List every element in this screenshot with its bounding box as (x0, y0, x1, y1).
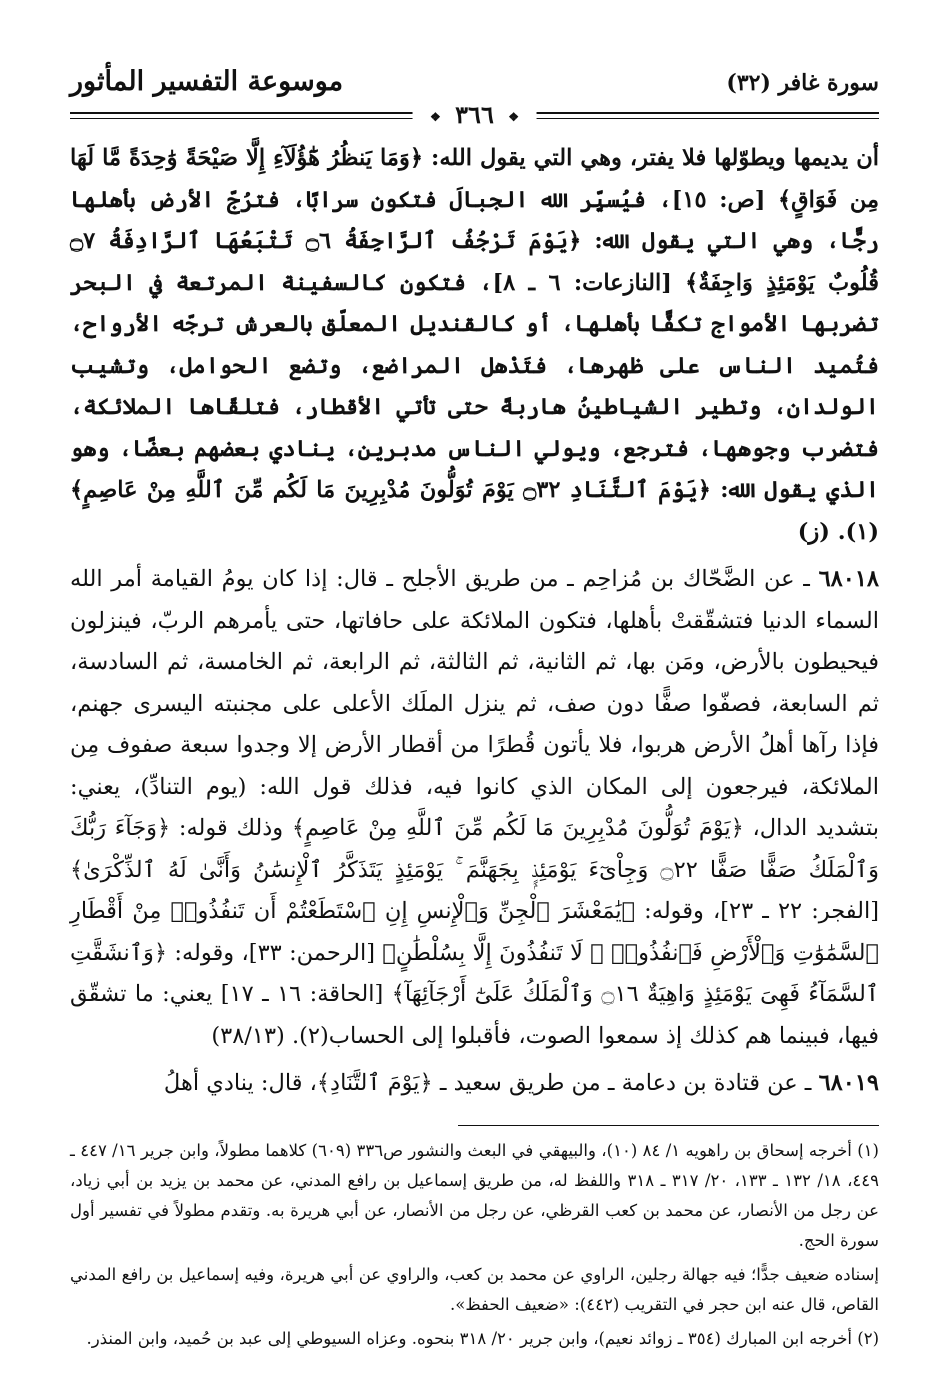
footnote-2: (٢) أخرجه ابن المبارك (٣٥٤ ـ زوائد نعيم)، وابن جرير ٢٠/ ٣١٨ بنحوه. وعزاه السيوطي إلى عبد بن حُميد، وابن المنذر. (86, 1328, 879, 1348)
athar-number: ٦٨٠١٩ (818, 1070, 879, 1096)
athar-68018 (70, 559, 879, 1057)
main-text (70, 138, 879, 1354)
book-title: موسوعة التفسير المأثور (70, 66, 344, 97)
athar-text: ـ عن قتادة بن دعامة ـ من طريق سعيد ـ ﴿يَوْمَ ٱلتَّنَادِ﴾، قال: ينادي أهلُ (163, 1070, 812, 1096)
athar-68019 (70, 1063, 879, 1105)
footnotes (70, 1136, 879, 1354)
page-number: ٣٦٦ (455, 100, 494, 129)
ornament-icon: ❖ (508, 109, 519, 124)
footnote-separator (458, 1125, 879, 1126)
athar-number: ٦٨٠١٨ (818, 566, 879, 592)
athar-text: ـ عن الضَّحّاك بن مُزاحِم ـ من طريق الأجلح ـ قال: إذا كان يومُ القيامة أمر الله السماء الدنيا فتشقّقتْ بأهلها، فتكون الملائكة على حافاتها، حتى يأمرهم الربّ، فينزلون فيحيطون بالأرض، ومَن بها، ثم الثانية، ثم الثالثة، ثم الرابعة، ثم الخامسة، ثم السادسة، ثم السابعة، فصفّوا صفًّا دون صف، ثم ينزل الملَك الأعلى على مجنبته اليسرى جهنم، فإذا رآها أهلُ الأرض هربوا، فلا يأتون قُطرًا من أقطار الأرض إلا وجدوا سبعة صفوف مِن الملائكة، فيرجعون إلى المكان الذي كانوا فيه، فذلك قول الله: (يوم التنادِّ)، يعني: بتشديد الدال، ﴿يَوْمَ تُوَلُّونَ مُدْبِرِينَ مَا لَكُم مِّنَ ٱللَّهِ مِنْ عَاصِمٍ﴾ وذلك قوله: ﴿وَجَآءَ رَبُّكَ وَٱلْمَلَكُ صَفًّا صَفًّا ۝٢٢ وَجِاْىٓءَ يَوْمَئِذٍۭ بِجَهَنَّمَ ۚ يَوْمَئِذٍ يَتَذَكَّرُ ٱلْإِنسَٰنُ وَأَنَّىٰ لَهُ ٱلذِّكْرَىٰ﴾ [الفجر: ٢٢ ـ ٢٣]، وقوله: ﴿يَٰمَعْشَرَ ٱلْجِنِّ وَٱلْإِنسِ إِنِ ٱسْتَطَعْتُمْ أَن تَنفُذُوا۟ مِنْ أَقْطَارِ ٱلسَّمَٰوَٰتِ وَٱلْأَرْضِ فَٱنفُذُوا۟ ۚ لَا تَنفُذُونَ إِلَّا بِسُلْطَٰنٍ﴾ [الرحمن: ٣٣]، وقوله: ﴿وَٱنشَقَّتِ ٱلسَّمَآءُ فَهِىَ يَوْمَئِذٍ وَاهِيَةٌ ۝١٦ وَٱلْمَلَكُ عَلَىٰٓ أَرْجَآئِهَآ﴾ [الحاقة: ١٦ ـ ١٧] يعني: ما تشقّق فيها، فبينما هم كذلك إذ سمعوا الصوت، فأقبلوا إلى الحساب(٢). (٣٨/١٣) (70, 566, 879, 1049)
footnote-1: (١) أخرجه إسحاق بن راهويه ١/ ٨٤ (١٠)، والبيهقي في البعث والنشور ص٣٣٦ (٦٠٩) كلاهما مطولاً، وابن جرير ١٦/ ٤٤٧ ـ ٤٤٩، ١٨/ ١٣٢ ـ ١٣٣، ٢٠/ ٣١٧ ـ ٣١٨ واللفظ له، من طريق إسماعيل بن رافع المدني، عن محمد بن يزيد بن أبي زياد، عن رجل من الأنصار، عن محمد بن كعب القرظي، عن رجل من الأنصار، عن أبي هريرة به. وتقدم مطولاً في تفسير أول سورة الحج. (70, 1140, 880, 1250)
surah-title: سورة غافر (٣٢) (726, 70, 879, 96)
page-number-box (412, 100, 537, 129)
paragraph-continued: أن يديمها ويطوّلها فلا يفتر، وهي التي يقول الله: ﴿وَمَا يَنظُرُ هَٰٓؤُلَآءِ إِلَّا صَيْحَةً وَٰحِدَةً مَّا لَهَا مِن فَوَاقٍ﴾ [ص: ١٥]، فيُسيِّر الله الجبالَ فتكون سرابًا، فترُجّ الأرض بأهلها رجًّا، وهي التي يقول الله: ﴿يَوْمَ تَرْجُفُ ٱلرَّاجِفَةُ ۝٦ تَتْبَعُهَا ٱلرَّادِفَةُ ۝٧ قُلُوبٌ يَوْمَئِذٍ وَاجِفَةٌ﴾ [النازعات: ٦ ـ ٨]، فتكون كالسفينة المرتعة في البحر تضربها الأمواج تكفًّا بأهلها، أو كالقنديل المعلّق بالعرش ترجّه الأرواح، فتُميد الناس على ظهرها، فتَذْهل المراضع، وتضع الحوامل، وتشيب الولدان، وتطير الشياطينُ هاربةً حتى تأتي الأقطار، فتلقّاها الملائكة، فتضرب وجوهها، فترجع، ويولي الناس مدبرين، ينادي بعضهم بعضًا، وهو الذي يقول الله: ﴿يَوْمَ ٱلتَّنَادِ ۝٣٢ يَوْمَ تُوَلُّونَ مُدْبِرِينَ مَا لَكُم مِّنَ ٱللَّهِ مِنْ عَاصِمٍ﴾(١). (ز) (70, 145, 880, 545)
footnote-1-grading: إسناده ضعيف جدًّا؛ فيه جهالة رجلين، الراوي عن محمد بن كعب، والراوي عن أبي هريرة، وفيه إسماعيل بن رافع المدني القاص، قال عنه ابن حجر في التقريب (٤٤٢): «ضعيف الحفظ». (70, 1264, 879, 1314)
ornament-icon: ❖ (430, 109, 441, 124)
page-header (70, 62, 879, 129)
